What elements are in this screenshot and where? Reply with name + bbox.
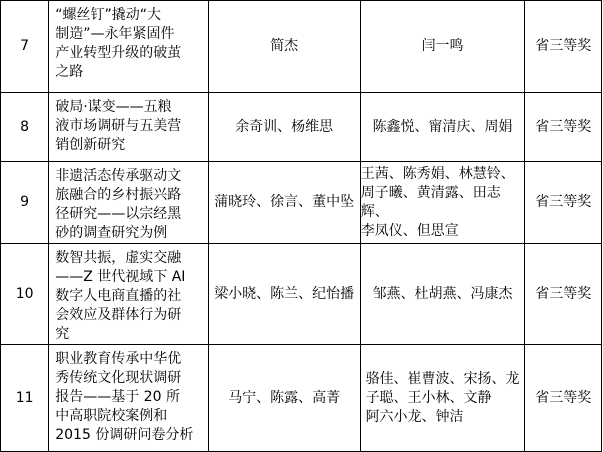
award-cell: 省三等奖 — [525, 1, 602, 93]
row-number: 11 — [1, 345, 49, 452]
members-text: 闫一鸣 — [421, 38, 464, 54]
project-title — [49, 93, 208, 162]
table-row — [1, 162, 602, 244]
table-row — [1, 1, 602, 93]
project-title — [49, 162, 208, 244]
award-cell: 省三等奖 — [525, 345, 602, 452]
project-title-text: 数智共振，虚实交融 ——Z 世代视域下 AI 数字人电商直播的社 会效应及群体行为研 究 — [55, 250, 186, 342]
project-title-text: 职业教育传承中华优 秀传统文化现状调研 报告——基于 20 所 中高职院校案例和 2015 份调研问卷分析 — [55, 351, 194, 443]
members-cell — [360, 244, 525, 345]
advisors-cell: 蒲晓玲、徐言、董中坠 — [208, 162, 360, 244]
members-cell — [360, 1, 525, 93]
project-title — [49, 244, 208, 345]
row-number: 8 — [1, 93, 49, 162]
members-cell — [360, 93, 525, 162]
advisors-cell: 梁小晓、陈兰、纪怡播 — [208, 244, 360, 345]
table-row — [1, 345, 602, 452]
award-cell: 省三等奖 — [525, 244, 602, 345]
advisors-cell: 余奇训、杨维思 — [208, 93, 360, 162]
members-text: 邹燕、杜胡燕、冯康杰 — [372, 285, 513, 302]
members-text: 王茜、陈秀娟、林慧铃、 周子曦、黄清露、田志辉、 李凤仪、但思宣 — [360, 165, 515, 239]
advisors-cell: 马宁、陈露、高菁 — [208, 345, 360, 452]
award-cell: 省三等奖 — [525, 162, 602, 244]
project-title-text: “螺丝钉”撬动“大 制造”—永年紧固件 产业转型升级的破茧 之路 — [55, 7, 182, 80]
table-row — [1, 93, 602, 162]
members-cell — [360, 162, 525, 244]
row-number: 9 — [1, 162, 49, 244]
advisors-cell: 简杰 — [208, 1, 360, 93]
project-title-text: 破局·谋变——五粮 液市场调研与五美营 销创新研究 — [55, 99, 182, 153]
project-title — [49, 1, 208, 93]
table-row — [1, 244, 602, 345]
project-title — [49, 345, 208, 452]
row-number: 10 — [1, 244, 49, 345]
project-title-text: 非遗活态传承驱动文 旅融合的乡村振兴路 径研究——以宗经黑 砂的调查研究为例 — [55, 168, 182, 241]
members-text: 陈鑫悦、甯清庆、周娟 — [372, 118, 513, 135]
row-number: 7 — [1, 1, 49, 93]
award-cell: 省三等奖 — [525, 93, 602, 162]
members-text: 骆佳、崔曹波、宋扬、龙 子聪、王小林、文静 阿六小龙、钟洁 — [365, 370, 520, 425]
members-cell — [360, 345, 525, 452]
